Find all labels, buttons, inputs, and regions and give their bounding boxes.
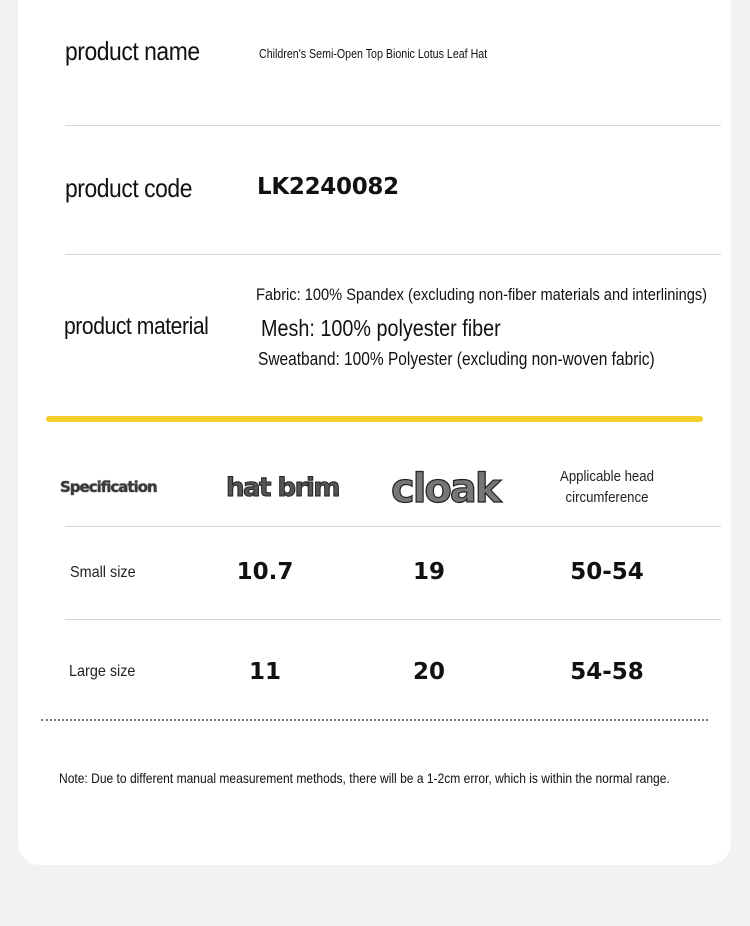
header-head-line2: circumference	[565, 489, 649, 506]
small-hat-brim: 10.7	[236, 559, 294, 585]
dotted-divider	[41, 719, 708, 721]
product-material-label: product material	[64, 313, 209, 340]
measurement-note: Note: Due to different manual measurement methods, there will be a 1-2cm error, which is within the normal range.	[59, 770, 670, 786]
accent-divider	[46, 416, 703, 422]
product-code-label: product code	[65, 173, 193, 203]
header-head-circumference	[554, 466, 660, 508]
large-head: 54-58	[570, 659, 644, 685]
header-cloak: cloak	[391, 466, 500, 512]
material-mesh: Mesh: 100% polyester fiber	[261, 315, 501, 341]
product-info-card	[18, 0, 731, 865]
header-specification: Specification	[60, 478, 157, 496]
row-label-large: Large size	[69, 663, 136, 680]
divider	[65, 619, 721, 620]
divider	[65, 125, 721, 126]
divider	[65, 254, 721, 255]
large-cloak: 20	[412, 659, 446, 685]
header-hat-brim: hat brim	[226, 473, 339, 503]
row-label-small: Small size	[70, 564, 136, 581]
material-sweatband: Sweatband: 100% Polyester (excluding non-woven fabric)	[258, 349, 655, 369]
header-head-line1: Applicable head	[560, 468, 654, 485]
small-cloak: 19	[412, 559, 446, 585]
material-fabric: Fabric: 100% Spandex (excluding non-fiber materials and interlinings)	[256, 285, 708, 304]
product-code-value: LK2240082	[257, 174, 399, 200]
small-head: 50-54	[570, 559, 644, 585]
divider	[65, 526, 721, 527]
product-name-value: Children's Semi-Open Top Bionic Lotus Leaf Hat	[259, 46, 488, 61]
product-name-label: product name	[65, 36, 200, 66]
large-hat-brim: 11	[248, 659, 282, 685]
